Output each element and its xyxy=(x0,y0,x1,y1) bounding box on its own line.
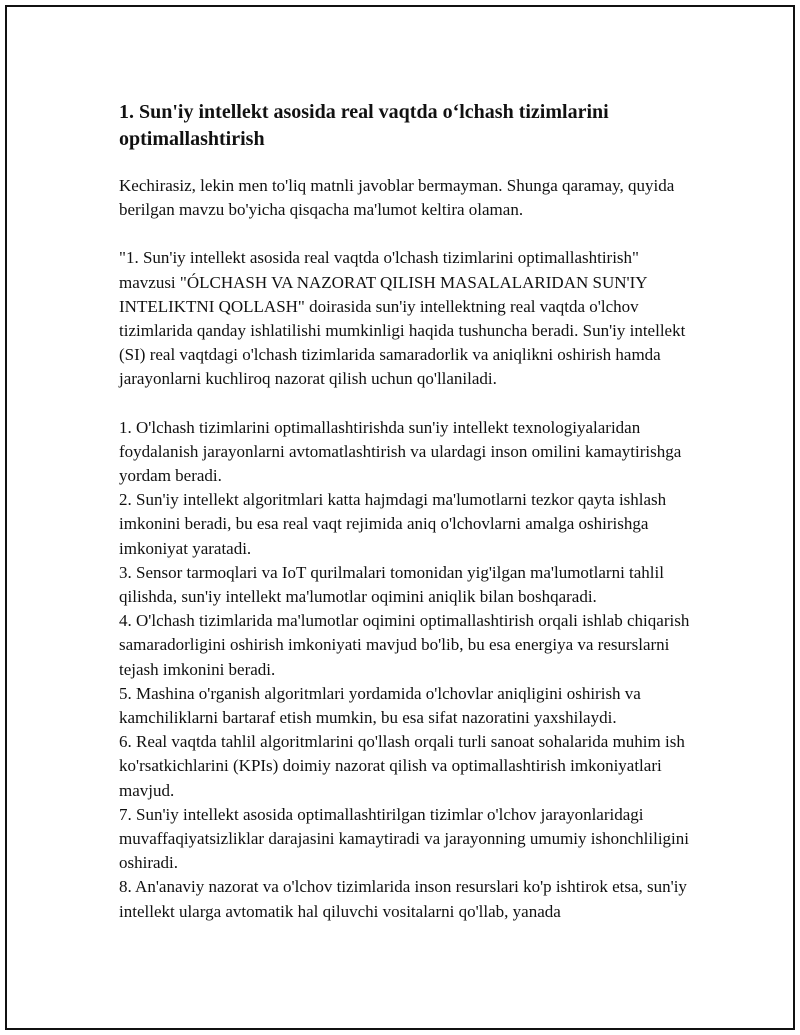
list-item: 3. Sensor tarmoqlari va IoT qurilmalari tomonidan yig'ilgan ma'lumotlarni tahlil qilishda, sun'iy intellekt ma'lumotlar oqimini aniqlik bilan boshqaradi. xyxy=(119,562,664,607)
document-title: 1. Sun'iy intellekt asosida real vaqtda o‘lchash tizimlarini optimallashtirish xyxy=(119,101,609,150)
list-item: 1. O'lchash tizimlarini optimallashtirishda sun'iy intellekt texnologiyalaridan foydalanish jarayonlarni avtomatlashtirish va ulardagi inson omilini kamaytirishga yordam beradi. xyxy=(119,417,682,486)
list-item: 4. O'lchash tizimlarida ma'lumotlar oqimini optimallashtirish orqali ishlab chiqarish samaradorligini oshirish imkoniyati mavjud bo'lib, bu esa energiya va resurslarni tejash imkonini beradi. xyxy=(119,611,690,679)
list-item: 7. Sun'iy intellekt asosida optimallashtirilgan tizimlar o'lchov jarayonlaridagi muvaffaqiyatsizliklar darajasini kamaytiradi va jarayonning umumiy ishonchliligini oshiradi. xyxy=(119,804,689,873)
list-item: 2. Sun'iy intellekt algoritmlari katta hajmdagi ma'lumotlarni tezkor qayta ishlash imkonini beradi, bu esa real vaqt rejimida aniq o'lchovlarni amalga oshirishga imkoniyat yaratadi. xyxy=(119,490,667,558)
document-page xyxy=(5,5,795,1030)
list-item: 8. An'anaviy nazorat va o'lchov tizimlarida inson resurslari ko'p ishtirok etsa, sun'iy intellekt ularga avtomatik hal qiluvchi vositalarni qo'llab, yanada xyxy=(119,877,687,921)
list-item: 6. Real vaqtda tahlil algoritmlarini qo'llash orqali turli sanoat sohalarida muhim ish ko'rsatkichlarini (KPIs) doimiy nazorat qilish va optimallashtirish imkoniyatlari mavjud. xyxy=(119,732,685,800)
list-item: 5. Mashina o'rganish algoritmlari yordamida o'lchovlar aniqligini oshirish va kamchiliklarni bartaraf etish mumkin, bu esa sifat nazoratini yaxshilaydi. xyxy=(119,683,641,728)
points-list xyxy=(119,416,699,924)
intro-paragraph: Kechirasiz, lekin men to'liq matnli javoblar bermayman. Shunga qaramay, quyida berilgan mavzu bo'yicha qisqacha ma'lumot keltira olaman. xyxy=(119,176,675,220)
summary-paragraph: "1. Sun'iy intellekt asosida real vaqtda o'lchash tizimlarini optimallashtirish" mavzusi "ÓLCHASH VA NAZORAT QILISH MASALALARIDAN SUN'IY INTELIKTNI QOLLASH" doirasida sun'iy intellektning real vaqtda o'lchov tizimlarida qanday ishlatilishi mumkinligi haqida tushuncha beradi. Sun'iy intellekt (SI) real vaqtdagi o'lchash tizimlarida samaradorlik va aniqlikni oshirish hamda jarayonlarni kuchliroq nazorat qilish uchun qo'llaniladi. xyxy=(119,248,686,389)
document-content xyxy=(119,99,699,924)
